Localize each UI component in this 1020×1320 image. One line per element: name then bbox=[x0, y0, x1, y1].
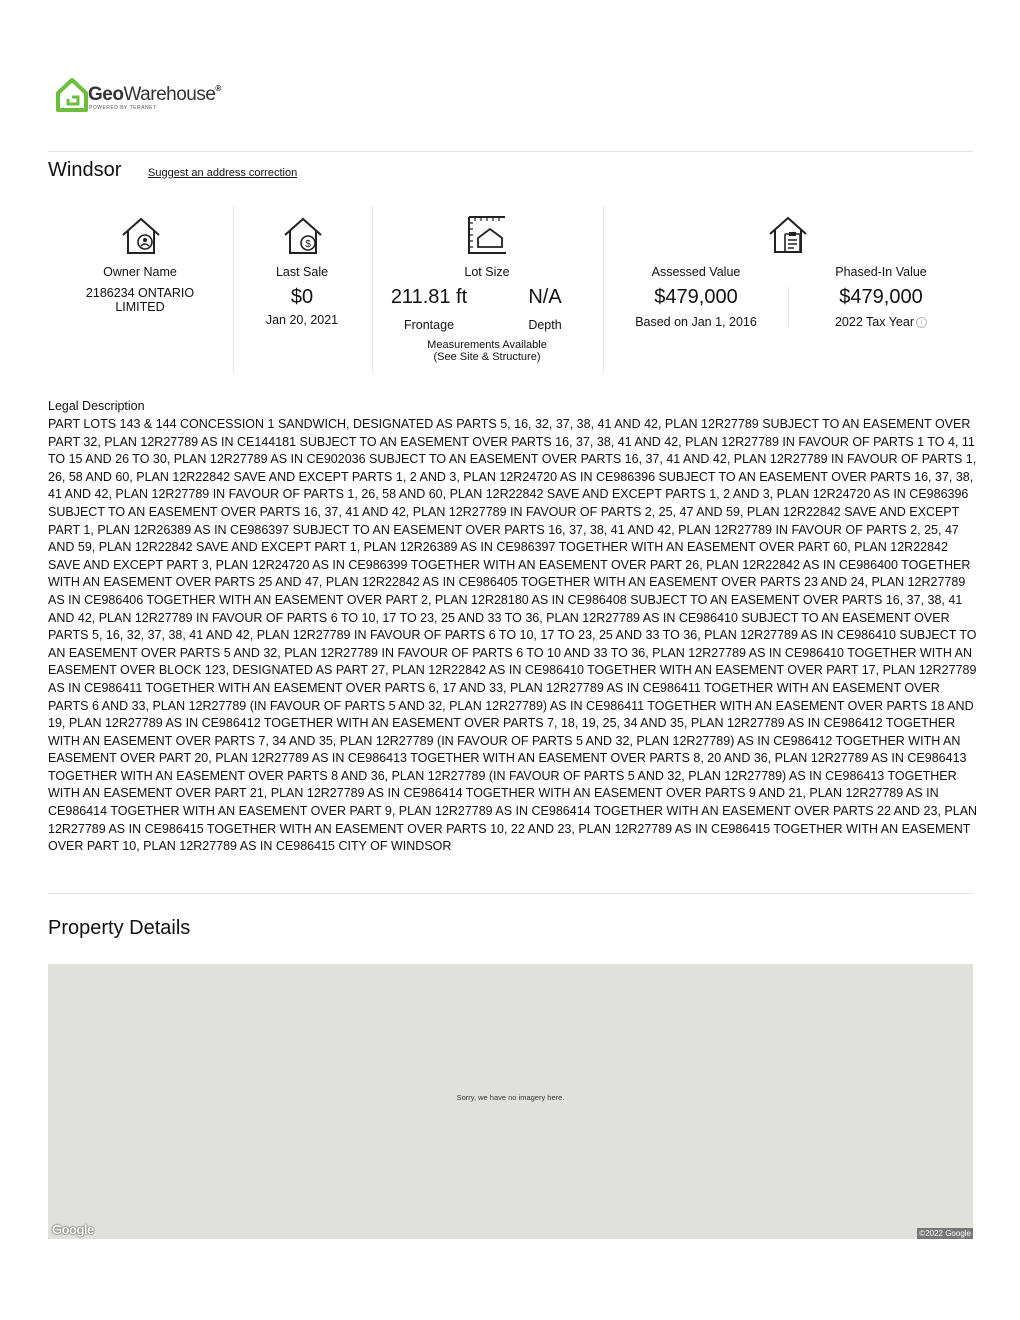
svg-text:$: $ bbox=[305, 239, 311, 250]
last-sale-value: $0 bbox=[290, 286, 314, 308]
phased-in-year bbox=[801, 315, 961, 329]
house-dollar-icon bbox=[282, 216, 324, 256]
column-divider bbox=[233, 206, 234, 373]
phased-in-label: Phased-In Value bbox=[835, 265, 927, 279]
phased-in-value: $479,000 bbox=[839, 286, 923, 308]
logo-wordmark: GeoWarehouse® bbox=[88, 84, 221, 105]
measurements-note-line1: Measurements Available bbox=[427, 339, 547, 351]
divider bbox=[48, 893, 973, 894]
column-divider bbox=[372, 206, 373, 373]
assessed-basis: Based on Jan 1, 2016 bbox=[635, 315, 757, 329]
divider bbox=[48, 151, 973, 152]
assessed-label: Assessed Value bbox=[651, 265, 741, 279]
column-divider bbox=[788, 287, 789, 327]
measurements-note-line2: (See Site & Structure) bbox=[433, 351, 541, 363]
frontage-label: Frontage bbox=[403, 318, 455, 332]
property-details-title: Property Details bbox=[48, 917, 191, 939]
frontage-value: 211.81 ft bbox=[390, 286, 468, 308]
assessed-value: $479,000 bbox=[654, 286, 738, 308]
house-person-icon bbox=[120, 216, 162, 256]
map-no-imagery-message: Sorry, we have no imagery here. bbox=[456, 1093, 565, 1102]
owner-value: 2186234 ONTARIO LIMITED bbox=[85, 286, 195, 314]
google-logo: Google bbox=[52, 1222, 94, 1237]
house-logo-icon bbox=[56, 78, 88, 112]
owner-label: Owner Name bbox=[103, 265, 177, 279]
house-clipboard-icon bbox=[767, 214, 809, 256]
depth-label: Depth bbox=[528, 318, 562, 332]
logo-tagline: POWERED BY TERANET bbox=[89, 105, 157, 111]
geowarehouse-logo bbox=[56, 78, 236, 114]
last-sale-date: Jan 20, 2021 bbox=[265, 313, 339, 327]
measurements-note bbox=[402, 339, 572, 363]
lot-size-icon bbox=[466, 214, 508, 256]
map-panel[interactable] bbox=[48, 964, 973, 1239]
column-divider bbox=[603, 206, 604, 373]
suggest-address-link[interactable]: Suggest an address correction bbox=[148, 167, 298, 179]
page-title: Windsor bbox=[48, 159, 122, 181]
depth-value: N/A bbox=[528, 286, 562, 308]
legal-description-title: Legal Description bbox=[48, 399, 145, 413]
info-icon[interactable]: i bbox=[916, 317, 927, 328]
lot-size-label: Lot Size bbox=[464, 265, 510, 279]
map-copyright: ©2022 Google bbox=[919, 1229, 971, 1238]
legal-description-text: PART LOTS 143 & 144 CONCESSION 1 SANDWICH, DESIGNATED AS PARTS 5, 16, 32, 37, 38, 41 AND 42, PLAN 12R27789 SUBJECT TO AN EASEMENT OVER PART 32, PLAN 12R27789 AS IN CE144181 SUBJECT TO AN EASEMENT OVER PARTS 16, 37, 38, 41 AND 42, PLAN 12R27789 IN FAVOUR OF PARTS 1 TO 4, 11 TO 15 AND 26 TO 30, PLAN 12R27789 AS IN CE902036 SUBJECT TO AN EASEMENT OVER PARTS 16, 37, 41 AND 42, PLAN 12R27789 IN FAVOUR OF PARTS 1, 26, 58 AND 60, PLAN 12R22842 SAVE AND EXCEPT PARTS 1, 2 AND 3, PLAN 12R24720 AS IN CE986396 SUBJECT TO AN EASEMENT OVER PARTS 16, 37, 38, 41 AND 42, PLAN 12R27789 IN FAVOUR OF PARTS 1, 26, 58 AND 60, PLAN 12R22842 SAVE AND EXCEPT PARTS 1, 2 AND 3, PLAN 12R24720 AS IN CE986396 SUBJECT TO AN EASEMENT OVER PARTS 16, 37, 41 AND 42, PLAN 12R27789 IN FAVOUR OF PARTS 2, 25, 47 AND 59, PLAN 12R22842 SAVE AND EXCEPT PART 1, PLAN 12R26389 AS IN CE986397 SUBJECT TO AN EASEMENT OVER PARTS 16, 37, 38, 41 AND 42, PLAN 12R27789 IN FAVOUR OF PARTS 2, 25, 47 AND 59, PLAN 12R22842 SAVE AND EXCEPT PART 1, PLAN 12R26389 AS IN CE986397 TOGETHER WITH AN EASEMENT OVER PART 60, PLAN 12R22842 SAVE AND EXCEPT PART 3, PLAN 12R24720 AS IN CE986399 TOGETHER WITH AN EASEMENT OVER PART 26, PLAN 12R22842 AS IN CE986400 TOGETHER WITH AN EASEMENT OVER PARTS 25 AND 47, PLAN 12R22842 AS IN CE986405 TOGETHER WITH AN EASEMENT OVER PARTS 23 AND 24, PLAN 12R27789 AS IN CE986406 TOGETHER WITH AN EASEMENT OVER PART 2, PLAN 12R28180 AS IN CE986408 SUBJECT TO AN EASEMENT OVER PARTS 16, 37, 38, 41 AND 42, PLAN 12R27789 IN FAVOUR OF PARTS 6 TO 10, 17 TO 23, 25 AND 33 TO 36, PLAN 12R27789 AS IN CE986410 SUBJECT TO AN EASEMENT OVER PARTS 5, 16, 32, 37, 38, 41 AND 42, PLAN 12R27789 IN FAVOUR OF PARTS 6 TO 10, 17 TO 23, 25 AND 33 TO 36, PLAN 12R27789 AS IN CE986410 SUBJECT TO AN EASEMENT OVER PARTS 5 AND 32, PLAN 12R27789 IN FAVOUR OF PARTS 6 TO 10 AND 33 TO 36, PLAN 12R27789 AS IN CE986410 TOGETHER WITH AN EASEMENT OVER BLOCK 123, DESIGNATED AS PART 27, PLAN 12R22842 AS IN CE986410 TOGETHER WITH AN EASEMENT OVER PART 17, PLAN 12R27789 AS IN CE986411 TOGETHER WITH AN EASEMENT OVER PARTS 6, 17 AND 33, PLAN 12R27789 AS IN CE986411 TOGETHER WITH AN EASEMENT OVER PARTS 6 AND 33, PLAN 12R27789 (IN FAVOUR OF PARTS 5 AND 32, PLAN 12R27789) AS IN CE986411 TOGETHER WITH AN EASEMENT OVER PARTS 18 AND 19, PLAN 12R27789 AS IN CE986412 TOGETHER WITH AN EASEMENT OVER PARTS 7, 18, 19, 25, 34 AND 35, PLAN 12R27789 AS IN CE986412 TOGETHER WITH AN EASEMENT OVER PARTS 7, 34 AND 35, PLAN 12R27789 (IN FAVOUR OF PARTS 5 AND 32, PLAN 12R27789) AS IN CE986412 TOGETHER WITH AN EASEMENT OVER PART 20, PLAN 12R27789 AS IN CE986413 TOGETHER WITH AN EASEMENT OVER PARTS 8, 20 AND 36, PLAN 12R27789 AS IN CE986413 TOGETHER WITH AN EASEMENT OVER PARTS 8 AND 36, PLAN 12R27789 (IN FAVOUR OF PARTS 5 AND 32, PLAN 12R27789) AS IN CE986413 TOGETHER WITH AN EASEMENT OVER PART 21, PLAN 12R27789 AS IN CE986414 TOGETHER WITH AN EASEMENT OVER PARTS 9 AND 21, PLAN 12R27789 AS IN CE986414 TOGETHER WITH AN EASEMENT OVER PART 9, PLAN 12R27789 AS IN CE986414 TOGETHER WITH AN EASEMENT OVER PARTS 22 AND 23, PLAN 12R27789 AS IN CE986415 TOGETHER WITH AN EASEMENT OVER PARTS 10, 22 AND 23, PLAN 12R27789 AS IN CE986415 TOGETHER WITH AN EASEMENT OVER PART 10, PLAN 12R27789 AS IN CE986415 CITY OF WINDSOR bbox=[48, 417, 978, 854]
tax-year-label: 2022 Tax Year bbox=[834, 315, 914, 329]
last-sale-label: Last Sale bbox=[275, 265, 329, 279]
